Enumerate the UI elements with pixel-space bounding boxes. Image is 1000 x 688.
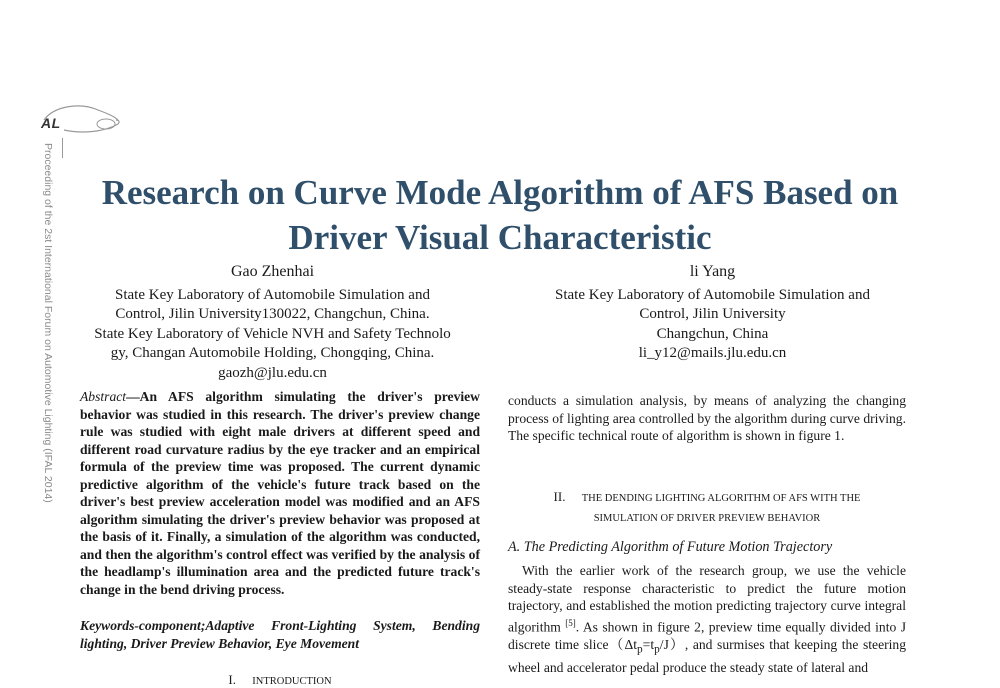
section-title-line-2: SIMULATION OF DRIVER PREVIEW BEHAVIOR — [593, 513, 821, 524]
author-email: li_y12@mails.jlu.edu.cn — [638, 345, 787, 361]
keywords: Keywords-component;Adaptive Front-Lighting System, Bending lighting, Driver Preview Behavior, Eye Movement — [80, 618, 480, 651]
side-rule — [62, 138, 63, 158]
affiliation-line: State Key Laboratory of Vehicle NVH and Safety Technolo — [94, 325, 451, 342]
affiliation-line: State Key Laboratory of Automobile Simulation and — [555, 286, 870, 303]
paper-title: Research on Curve Mode Algorithm of AFS Based on Driver Visual Characteristic — [101, 173, 899, 257]
author-email: gaozh@jlu.edu.cn — [218, 364, 327, 381]
paragraph-text: With the earlier work of the research group, we use the vehicle steady-state response characteristic to predict the future motion trajectory, and established the motion predicting trajectory curve integral algorithm — [508, 563, 906, 635]
affiliation-line: State Key Laboratory of Automobile Simulation and — [115, 286, 430, 303]
affiliation-line: Control, Jilin University — [639, 306, 786, 322]
subsection-heading-a: A. The Predicting Algorithm of Future Motion Trajectory — [508, 539, 833, 555]
author-name: li Yang — [689, 263, 736, 280]
section-number: I. — [228, 672, 236, 687]
author-name: Gao Zhenhai — [230, 263, 315, 280]
proceeding-side-text: Proceeding of the 2st International Forum on Automotive Lighting (IFAL 2014) — [42, 143, 54, 503]
section-heading-introduction — [80, 672, 480, 688]
affiliation-line: gy, Changan Automobile Holding, Chongqing, China. — [110, 345, 435, 361]
right-paragraph-1: conducts a simulation analysis, by means of analyzing the changing process of lighting area controlled by the algorithm during curve driving. The specific technical route of algorithm is shown in figure 1. — [508, 393, 906, 443]
author-block-1 — [80, 262, 465, 383]
section-title: INTRODUCTION — [252, 676, 332, 687]
affiliation-line: Changchun, China — [656, 325, 769, 342]
right-paragraph-2 — [508, 562, 906, 676]
citation: [5] — [565, 617, 576, 628]
abstract-text: —An AFS algorithm simulating the driver's preview behavior was studied in this research. The driver's preview change rule was studied with eight male drivers at different speed and different road curvature radius by the eye tracker and an empirical formula of the preview time was proposed. The current dynamic predictive algorithm of the vehicle's future track based on the driver's best preview acceleration model was modified and an AFS algorithm simulating the driver's preview behavior was proposed at the basis of it. Finally, a simulation of the algorithm was conducted, and then the algorithm's control effect was verified by the analysis of the headlamp's illumination area and the predicted future track's change in the bend driving process. — [80, 389, 480, 597]
logo-text: AL — [41, 115, 61, 131]
subscript: p — [654, 643, 660, 656]
subscript: p — [637, 643, 643, 656]
paragraph-text: =t — [642, 636, 655, 652]
section-title-line-1: THE DENDING LIGHTING ALGORITHM OF AFS WITH THE — [581, 493, 861, 504]
section-number: II. — [553, 489, 566, 504]
left-column — [80, 388, 480, 652]
abstract-label: Abstract — [80, 389, 127, 404]
section-heading-2 — [508, 487, 906, 529]
paragraph-text: . As shown in figure 2, preview time equally divided into J discrete time slice（Δt — [508, 619, 906, 652]
abstract — [80, 388, 480, 598]
author-block-2 — [520, 262, 905, 364]
paragraph-text: /J）, and surmises that keeping the steering wheel and accelerator pedal produce the steady state of lateral and — [508, 636, 906, 675]
affiliation-line: Control, Jilin University130022, Changchun, China. — [115, 306, 430, 322]
